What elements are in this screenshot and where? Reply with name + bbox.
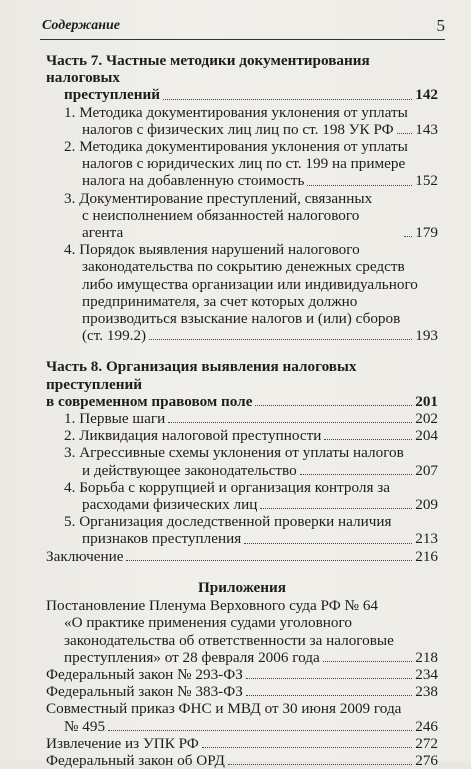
running-header [40, 14, 445, 40]
page-number: 204 [415, 427, 438, 445]
toc-item-line: 2. Ликвидация налоговой преступности [64, 427, 322, 445]
header-page-number: 5 [436, 16, 445, 35]
toc-item-line: Совместный приказ ФНС и МВД от 30 июня 2009 года [46, 700, 402, 718]
toc-item-entry [46, 427, 438, 444]
page-number: 246 [415, 717, 438, 735]
toc-item-line: законодательства об ответственности за налоговые [64, 631, 394, 649]
toc-item-line: либо имущества организации или индивидуального [82, 275, 418, 293]
toc-item-entry [46, 410, 438, 427]
part-8-title-line: Часть 8. Организация выявления налоговых преступлений [46, 358, 357, 393]
toc-item-line: налогов с юридических лиц по ст. 199 на примере [82, 155, 406, 173]
part-7-title-line: Часть 7. Частные методики документирования налоговых [46, 52, 370, 87]
page-number: 143 [415, 120, 438, 138]
page-number: 209 [415, 496, 438, 514]
dot-leader [255, 405, 412, 406]
page-number: 202 [415, 410, 438, 428]
toc-item-entry [46, 496, 438, 513]
section-gap [46, 565, 438, 579]
toc-item-entry [46, 752, 438, 769]
dot-leader [149, 339, 412, 340]
toc-item-line: 3. Документирование преступлений, связанных [64, 189, 373, 207]
toc-item-line: и действующее законодательство [82, 461, 297, 479]
part-7-heading [46, 52, 438, 104]
part-8-heading [46, 358, 438, 410]
dot-leader [300, 474, 413, 475]
toc-item-line: (ст. 199.2) [82, 327, 147, 345]
toc-item [46, 241, 438, 344]
appendix-heading: Приложения [197, 578, 287, 596]
dot-leader [228, 764, 412, 765]
part-7-title-entry [46, 86, 438, 103]
page-number: 193 [415, 327, 438, 345]
conclusion-label: Заключение [46, 547, 124, 565]
toc-item-entry [46, 207, 438, 241]
toc-item-entry [46, 683, 438, 700]
page-number: 234 [415, 665, 438, 683]
section-gap [46, 344, 438, 358]
toc-item-line: № 495 [64, 717, 106, 735]
header-rule [40, 39, 445, 40]
page-number: 272 [415, 734, 438, 752]
dot-leader [126, 560, 412, 561]
toc-item-entry [46, 462, 438, 479]
toc-item-line: законодательства по сокрытию денежных средств [82, 258, 405, 276]
toc-item [46, 513, 438, 547]
page-number: 238 [415, 683, 438, 701]
page-number: 218 [415, 648, 438, 666]
dot-leader [244, 543, 412, 544]
toc-item-line: налога на добавленную стоимость [82, 172, 305, 190]
dot-leader [202, 747, 412, 748]
toc-item-line: Постановление Пленума Верховного суда РФ № 64 [46, 597, 379, 615]
conclusion-entry [46, 548, 438, 565]
dot-leader [168, 422, 412, 423]
toc-item [46, 479, 438, 513]
toc-item [46, 190, 438, 242]
toc-item-line: 4. Порядок выявления нарушений налогового [64, 241, 360, 259]
toc-item-line: Федеральный закон № 293-ФЗ [46, 665, 243, 683]
toc-item-line: преступления» от 28 февраля 2006 года [64, 648, 320, 666]
toc-item-line: налогов с физических лиц лиц по ст. 198 УК РФ [82, 120, 394, 138]
dot-leader [260, 508, 412, 509]
dot-leader [307, 185, 412, 186]
toc-item-entry [46, 530, 438, 547]
toc-item-line: Извлечение из УПК РФ [46, 734, 199, 752]
toc-item [46, 597, 438, 666]
toc-item-line: 1. Первые шаги [64, 410, 166, 428]
page-number: 201 [415, 392, 438, 410]
toc-item-entry [46, 718, 438, 735]
dot-leader [324, 439, 412, 440]
header-title: Содержание [42, 18, 120, 33]
toc-item-line: предпринимателя, за счет которых должно [82, 292, 358, 310]
dot-leader [246, 695, 412, 696]
toc-item-line: 2. Методика документирования уклонения от уплаты [64, 138, 408, 156]
part-7-title-line: преступлений [64, 86, 160, 104]
toc-item-entry [46, 649, 438, 666]
toc-item-line: с неисполнением обязанностей налогового агента [82, 206, 360, 242]
dot-leader [246, 678, 412, 679]
page-number: 216 [415, 547, 438, 565]
dot-leader [323, 661, 412, 662]
dot-leader [404, 236, 412, 237]
toc-item-entry [46, 327, 438, 344]
page-number: 179 [415, 224, 438, 242]
toc-item [46, 104, 438, 138]
toc-item-entry [46, 666, 438, 683]
dot-leader [108, 730, 412, 731]
toc-item-line: 3. Агрессивные схемы уклонения от уплаты налогов [64, 444, 404, 462]
toc-item-entry [46, 121, 438, 138]
toc-item-line: «О практике применения судами уголовного [64, 614, 352, 632]
toc-item-line: Федеральный закон об ОРД [46, 751, 225, 769]
toc-item-line: производиться взыскание налогов и (или) сборов [82, 310, 401, 328]
dot-leader [397, 133, 413, 134]
toc-item [46, 700, 438, 734]
toc-item-line: 4. Борьба с коррупцией и организация контроля за [64, 478, 391, 496]
toc-item-entry [46, 172, 438, 189]
toc-item-line: расходами физических лиц [82, 496, 258, 514]
table-of-contents [46, 52, 438, 769]
page-number: 142 [415, 86, 438, 104]
page-number: 152 [415, 172, 438, 190]
part-8-title-line: в современном правовом поле [46, 392, 253, 410]
dot-leader [163, 99, 412, 100]
toc-item-entry [46, 735, 438, 752]
toc-item-line: Федеральный закон № 383-ФЗ [46, 683, 243, 701]
part-8-title-entry [46, 393, 438, 410]
toc-item [46, 444, 438, 478]
page-number: 276 [415, 751, 438, 769]
toc-item-line: 5. Организация доследственной проверки наличия [64, 513, 392, 531]
page-number: 207 [415, 461, 438, 479]
toc-item [46, 138, 438, 190]
page-number: 213 [415, 530, 438, 548]
toc-item-line: признаков преступления [82, 530, 242, 548]
toc-item-line: 1. Методика документирования уклонения от уплаты [64, 103, 408, 121]
